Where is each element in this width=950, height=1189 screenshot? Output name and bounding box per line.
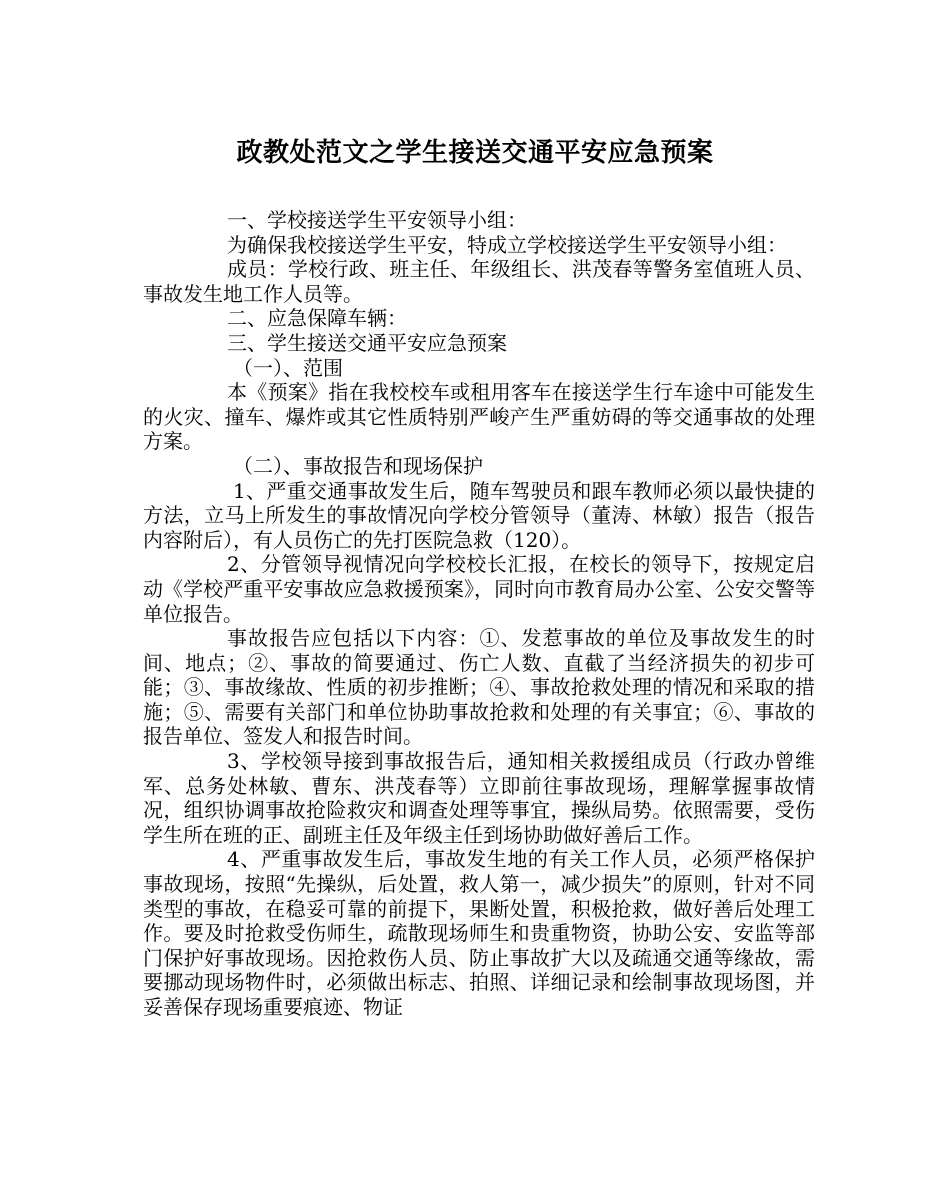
paragraph-leadership-intro: 为确保我校接送学生平安，特成立学校接送学生平安领导小组： bbox=[227, 232, 787, 257]
document-title: 政教处范文之学生接送交通平安应急预案 bbox=[236, 138, 714, 168]
paragraph-item-4: 4、严重事故发生后，事故发生地的有关工作人员，必须严格保护事故现场，按照“先操纵，后处置，救人第一，减少损失”的原则，针对不同类型的事故，在稳妥可靠的前提下，果断处置，积极抢救，做好善后处理工作。要及时抢救受伤师生，疏散现场师生和贵重物资，协助公安、安监等部门保护好事故现场。因抢救伤人员、防止事故扩大以及疏通交通等缘故，需要挪动现场物件时，必须做出标志、拍照、详细记录和绘制事故现场图，并妥善保存现场重要痕迹、物证 bbox=[143, 847, 815, 1019]
section-heading-vehicles: 二、应急保障车辆： bbox=[227, 306, 407, 331]
section-heading-leadership: 一、学校接送学生平安领导小组： bbox=[227, 208, 527, 232]
paragraph-members: 成员：学校行政、班主任、年级组长、洪茂春等警务室值班人员、事故发生地工作人员等。 bbox=[143, 257, 815, 306]
paragraph-item-1: 1、严重交通事故发生后，随车驾驶员和跟车教师必须以最快捷的方法，立马上所发生的事故情况向学校分管领导（董涛、林敏）报告（报告内容附后），有人员伤亡的先打医院急救（120）。 bbox=[143, 478, 815, 552]
subsection-heading-report: （二）、事故报告和现场保护 bbox=[233, 453, 483, 478]
paragraph-item-3: 3、学校领导接到事故报告后，通知相关救援组成员（行政办曾维军、总务处林敏、曹东、洪茂春等）立即前往事故现场，理解掌握事故情况，组织协调事故抢险救灾和调查处理等事宜，操纵局势。依照需要，受伤学生所在班的正、副班主任及年级主任到场协助做好善后工作。 bbox=[143, 749, 815, 847]
section-heading-plan: 三、学生接送交通平安应急预案 bbox=[227, 330, 507, 355]
paragraph-report-contents: 事故报告应包括以下内容：①、发惹事故的单位及事故发生的时间、地点；②、事故的简要通过、伤亡人数、直截了当经济损失的初步可能；③、事故缘故、性质的初步推断；④、事故抢救处理的情况和采取的措施；⑤、需要有关部门和单位协助事故抢救和处理的有关事宜；⑥、事故的报告单位、签发人和报告时间。 bbox=[143, 626, 815, 749]
paragraph-item-2: 2、分管领导视情况向学校校长汇报，在校长的领导下，按规定启动《学校严重平安事故应急救援预案》，同时向市教育局办公室、公安交警等单位报告。 bbox=[143, 552, 815, 626]
document-body bbox=[143, 208, 815, 1020]
paragraph-scope: 本《预案》指在我校校车或租用客车在接送学生行车途中可能发生的火灾、撞车、爆炸或其它性质特别严峻产生严重妨碍的等交通事故的处理方案。 bbox=[143, 380, 815, 454]
subsection-heading-scope: （一）、范围 bbox=[233, 355, 343, 380]
